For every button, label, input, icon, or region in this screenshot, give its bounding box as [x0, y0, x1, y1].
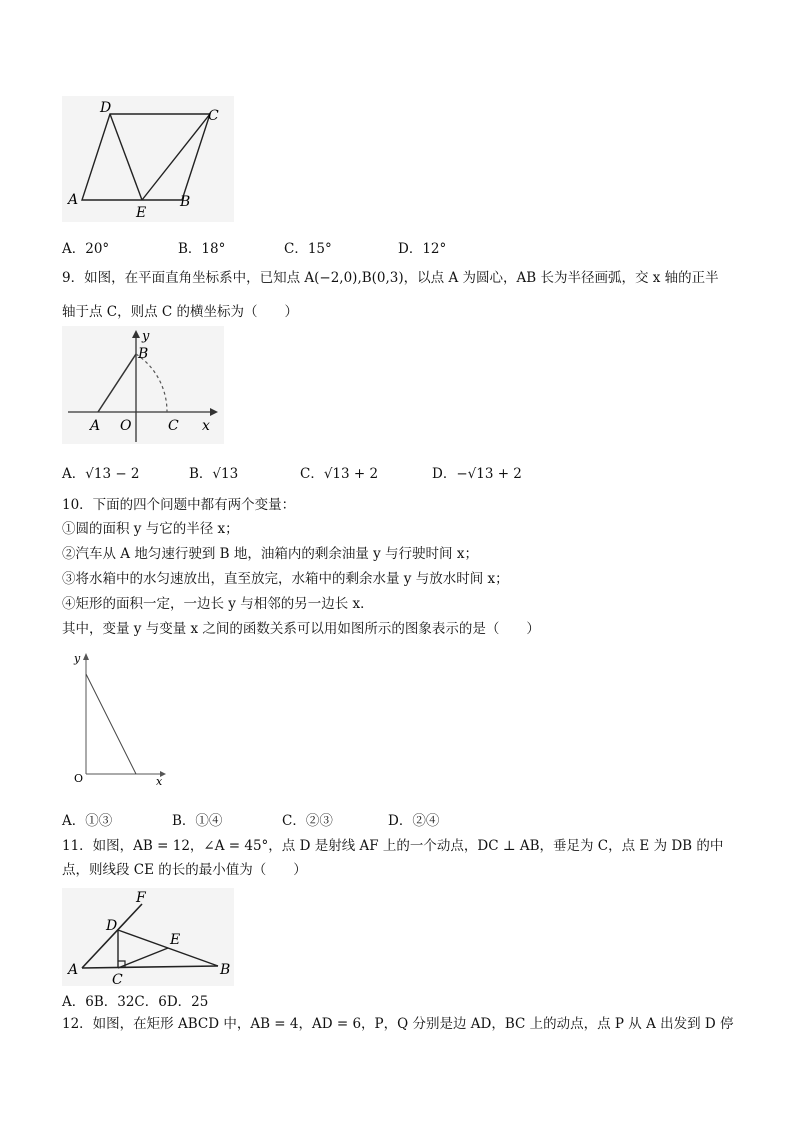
q10-option-a[interactable]: A．①③ [62, 813, 113, 829]
q9-option-c[interactable]: C．√13 + 2 [300, 466, 379, 482]
x-axis-arrow [210, 408, 218, 416]
label-o: O [74, 772, 84, 785]
q9-stem-line2: 轴于点 C，则点 C 的横坐标为（ ） [62, 304, 299, 320]
label-b: B [220, 962, 231, 978]
label-x: x [202, 418, 210, 434]
q8-option-a[interactable]: A．20° [62, 241, 110, 257]
label-c: C [168, 418, 179, 434]
q11-triangle-diagram [62, 888, 234, 986]
q11-figure [62, 888, 234, 986]
q10-intro: 10．下面的四个问题中都有两个变量： [62, 497, 296, 513]
q10-option-b[interactable]: B．①④ [172, 813, 223, 829]
q10-option-c[interactable]: C．②③ [282, 813, 333, 829]
label-b: B [138, 346, 149, 362]
q10-function-graph [66, 648, 170, 788]
segment-de [110, 114, 142, 200]
q8-option-d[interactable]: D．12° [398, 241, 447, 257]
q10-item-3: ③将水箱中的水匀速放出，直至放完，水箱中的剩余水量 y 与放水时间 x； [62, 571, 509, 587]
q10-option-d[interactable]: D．②④ [388, 813, 440, 829]
q11-stem-line2: 点，则线段 CE 的长的最小值为（ ） [62, 862, 307, 878]
label-o: O [120, 418, 132, 434]
q9-option-d[interactable]: D．−√13 + 2 [432, 466, 522, 482]
label-y: y [74, 652, 81, 665]
q9-option-b[interactable]: B．√13 [189, 466, 239, 482]
label-d: D [100, 100, 112, 116]
label-y: y [142, 329, 150, 344]
label-e: E [170, 932, 181, 948]
y-axis-arrow [132, 330, 140, 338]
q10-figure [66, 648, 170, 788]
label-f: F [136, 890, 146, 906]
parallelogram-abcd [82, 114, 210, 200]
q9-option-a[interactable]: A．√13 − 2 [62, 466, 140, 482]
q8-parallelogram-diagram [62, 96, 234, 222]
q8-figure [62, 96, 234, 222]
label-d: D [106, 918, 118, 934]
q10-item-4: ④矩形的面积一定，一边长 y 与相邻的另一边长 x． [62, 596, 374, 612]
label-a: A [68, 192, 79, 208]
q9-coordinate-diagram [62, 326, 224, 444]
q10-item-1: ①圆的面积 y 与它的半径 x； [62, 521, 239, 537]
q9-stem-line1: 9．如图，在平面直角坐标系中，已知点 A(−2,0),B(0,3)，以点 A 为圆心，AB 长为半径画弧，交 x 轴的正半 [62, 270, 719, 286]
q10-item-2: ②汽车从 A 地匀速行驶到 B 地，油箱内的剩余油量 y 与行驶时间 x； [62, 546, 478, 562]
label-c: C [112, 972, 123, 986]
label-e: E [136, 205, 147, 221]
label-x: x [156, 775, 163, 788]
q8-option-c[interactable]: C．15° [284, 241, 332, 257]
segment-ce [142, 114, 210, 200]
segment-ab [98, 354, 136, 412]
arc-bc [136, 354, 167, 412]
q8-option-b[interactable]: B．18° [178, 241, 226, 257]
q10-question: 其中，变量 y 与变量 x 之间的函数关系可以用如图所示的图象表示的是（ ） [62, 621, 540, 637]
label-c: C [208, 108, 219, 124]
y-axis-arrow [83, 653, 89, 660]
segment-ab [82, 966, 218, 968]
q11-options[interactable]: A．6B．32C．6D．25 [62, 994, 209, 1010]
label-b: B [180, 194, 191, 210]
q9-figure [62, 326, 224, 444]
q12-stem-line1: 12．如图，在矩形 ABCD 中，AB = 4，AD = 6，P，Q 分别是边 AD，BC 上的动点，点 P 从 A 出发到 D 停 [62, 1016, 734, 1032]
label-a: A [68, 962, 79, 978]
label-a: A [90, 418, 101, 434]
decreasing-line [86, 674, 136, 774]
q11-stem-line1: 11．如图，AB = 12，∠A = 45°，点 D 是射线 AF 上的一个动点，DC ⊥ AB，垂足为 C，点 E 为 DB 的中 [62, 838, 724, 854]
